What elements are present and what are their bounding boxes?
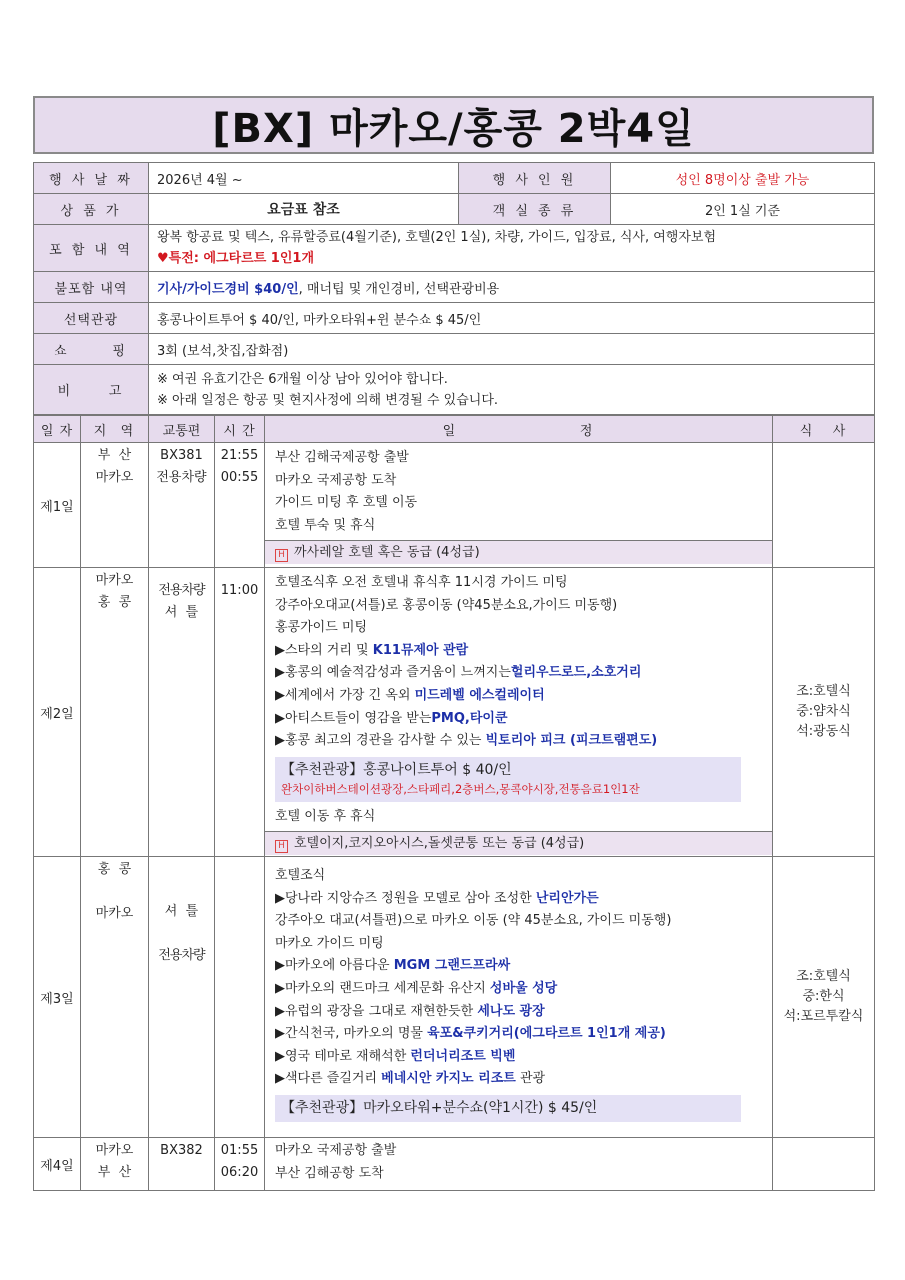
region: 홍 콩 <box>97 595 132 610</box>
hotel-icon: H <box>275 840 288 853</box>
itinerary-day1 <box>265 443 773 568</box>
itinerary-item <box>275 708 772 731</box>
schedule-header <box>34 416 875 443</box>
include-line: 왕복 항공료 및 텍스, 유류할증료(4월기준), 호텔(2인 1실), 차량, 가이드, 입장료, 식사, 여행자보험 <box>157 230 717 245</box>
transport: 셔 틀 <box>164 605 199 620</box>
item-highlight: 런더너리조트 빅벤 <box>410 1048 516 1064</box>
item-text: ▶마카오의 랜드마크 세계문화 유산지 <box>275 980 490 996</box>
optional-label: 선택관광 <box>34 303 149 334</box>
itinerary-item: 가이드 미팅 후 호텔 이동 <box>275 495 418 511</box>
people-value: 성인 8명이상 출발 가능 <box>611 163 875 194</box>
hotel-name: 호텔이지,코지오아시스,돌셋쿤통 또는 동급 (4성급) <box>294 836 585 852</box>
item-text: 관광 <box>515 1071 546 1087</box>
itinerary-item: 마카오 국제공항 출발 <box>275 1143 397 1158</box>
region: 마카오 <box>95 573 134 588</box>
hotel-info <box>265 540 772 564</box>
item-highlight: PMQ,타이쿤 <box>431 710 508 726</box>
meal-dinner: 석:포르투칼식 <box>783 1009 864 1024</box>
recommended-tour <box>275 1095 741 1122</box>
exclude-label: 불포함 내역 <box>34 272 149 303</box>
itinerary-item: 마카오 국제공항 도착 <box>275 472 397 488</box>
item-highlight: 성바울 성당 <box>489 980 558 996</box>
optional-value: 홍콩나이트투어 $ 40/인, 마카오타워+윈 분수쇼 $ 45/인 <box>149 303 875 334</box>
item-text: ▶홍콩의 예술적감성과 즐거움이 느껴지는 <box>275 665 511 681</box>
item-text: ▶색다른 즐길거리 <box>275 1071 382 1087</box>
region: 마카오 <box>95 1143 134 1158</box>
day-label: 제4일 <box>34 1138 81 1191</box>
item-highlight: 미드레벨 에스컬레이터 <box>414 687 545 703</box>
item-text: ▶세계에서 가장 긴 옥외 <box>275 687 415 703</box>
time: 00:55 <box>220 470 259 485</box>
item-highlight: 빅토리아 피크 (피크트램편도) <box>485 733 658 749</box>
remark-line: ※ 아래 일정은 항공 및 현지사정에 의해 변경될 수 있습니다. <box>157 392 499 408</box>
transport: 전용차량 <box>158 583 205 598</box>
time: 06:20 <box>220 1165 259 1180</box>
shopping-label: 쇼 핑 <box>34 334 149 365</box>
itinerary-item <box>275 978 772 1001</box>
item-highlight: 베네시안 카지노 리조트 <box>381 1071 516 1087</box>
itinerary-item: 강주아오 대교(셔틀편)으로 마카오 이동 (약 45분소요, 가이드 미동행) <box>275 913 672 929</box>
time-day3 <box>215 857 265 1138</box>
itinerary-item: 부산 김해공항 도착 <box>275 1165 384 1181</box>
recommended-tour-title: 【추천관광】마카오타워+분수쇼(약1시간) $ 45/인 <box>281 1099 598 1116</box>
include-special: ♥특전: 에그타르트 1인1개 <box>157 251 315 266</box>
remark-line: ※ 여권 유효기간은 6개월 이상 남아 있어야 합니다. <box>157 371 448 387</box>
recommended-tour <box>275 757 741 802</box>
itinerary-item <box>275 1068 772 1091</box>
header-meal: 식 사 <box>773 416 875 443</box>
itinerary-day4 <box>265 1138 773 1191</box>
itinerary-item <box>275 1001 772 1024</box>
item-text: ▶당나라 지앙슈즈 정원을 모델로 삼아 조성한 <box>275 890 536 906</box>
page-title: [BX] 마카오/홍콩 2박4일 <box>212 105 695 152</box>
meal-breakfast: 조:호텔식 <box>796 969 851 984</box>
itinerary-item <box>275 685 772 708</box>
region: 마카오 <box>95 470 134 485</box>
date-label: 행 사 날 짜 <box>34 163 149 194</box>
room-label: 객 실 종 류 <box>459 194 611 225</box>
schedule-row-day2 <box>34 568 875 857</box>
itinerary-item: 부산 김해국제공항 출발 <box>275 450 409 465</box>
itinerary-item <box>275 955 772 978</box>
day-label: 제1일 <box>34 443 81 568</box>
region: 부 산 <box>97 448 132 463</box>
itinerary-item: 호텔 이동 후 휴식 <box>275 808 376 824</box>
flight-number: BX382 <box>160 1143 203 1158</box>
shopping-value: 3회 (보석,찻집,잡화점) <box>149 334 875 365</box>
itinerary-day2 <box>265 568 773 857</box>
meal-lunch: 중:한식 <box>802 989 845 1004</box>
transport: 전용차량 <box>156 470 207 485</box>
flight-number: BX381 <box>160 448 203 463</box>
title-banner <box>33 96 874 154</box>
item-highlight: 세나도 광장 <box>477 1003 545 1019</box>
header-day: 일 자 <box>34 416 81 443</box>
itinerary-item <box>275 662 772 685</box>
hotel-name: 까사레알 호텔 혹은 동급 (4성급) <box>294 545 480 561</box>
remark-label: 비 고 <box>34 365 149 415</box>
schedule-row-day3 <box>34 857 875 1138</box>
meal-breakfast: 조:호텔식 <box>796 684 851 699</box>
header-itinerary: 일 정 <box>265 416 773 443</box>
item-text: ▶간식천국, 마카오의 명물 <box>275 1026 428 1042</box>
time: 11:00 <box>220 583 259 598</box>
region: 홍 콩 <box>97 862 132 877</box>
schedule-row-day1 <box>34 443 875 568</box>
itinerary-item <box>275 640 772 663</box>
itinerary-item <box>275 888 772 911</box>
time: 01:55 <box>220 1143 259 1158</box>
recommended-tour-detail: 완차이하버스테이션광장,스타페리,2층버스,몽콕야시장,전통음료1인1잔 <box>281 781 640 796</box>
itinerary-day3 <box>265 857 773 1138</box>
schedule-row-day4 <box>34 1138 875 1191</box>
meal-day4 <box>773 1138 875 1191</box>
item-text: ▶유럽의 광장을 그대로 재현한듯한 <box>275 1003 478 1019</box>
meal-lunch: 중:얌차식 <box>796 704 851 719</box>
itinerary-item: 홍콩가이드 미팅 <box>275 620 368 636</box>
itinerary-item: 호텔 투숙 및 휴식 <box>275 517 376 533</box>
itinerary-item: 마카오 가이드 미팅 <box>275 935 384 951</box>
time: 21:55 <box>220 448 259 463</box>
itinerary-item: 호텔조식 <box>275 868 326 883</box>
item-highlight: K11뮤제아 관람 <box>372 642 469 658</box>
transport: 셔 틀 <box>164 904 199 919</box>
room-value: 2인 1실 기준 <box>611 194 875 225</box>
meal-dinner: 석:광동식 <box>796 724 851 739</box>
hotel-icon: H <box>275 549 288 562</box>
item-highlight: 헐리우드로드,소호거리 <box>510 665 642 681</box>
info-row-remark <box>34 365 875 415</box>
info-row-date <box>34 163 875 194</box>
info-row-price <box>34 194 875 225</box>
exclude-highlight: 기사/가이드경비 $40/인 <box>157 281 299 297</box>
itinerary-item: 호텔조식후 오전 호텔내 휴식후 11시경 가이드 미팅 <box>275 575 568 590</box>
meal-day2 <box>773 568 875 857</box>
price-value: 요금표 참조 <box>149 194 459 225</box>
meal-day1 <box>773 443 875 568</box>
info-row-include <box>34 225 875 272</box>
exclude-rest: , 매너팁 및 개인경비, 선택관광비용 <box>298 281 500 297</box>
header-time: 시 간 <box>215 416 265 443</box>
header-transport: 교통편 <box>149 416 215 443</box>
info-table <box>33 162 875 415</box>
region: 부 산 <box>97 1165 132 1180</box>
item-text: ▶스타의 거리 및 <box>275 642 373 658</box>
header-region: 지 역 <box>81 416 149 443</box>
transport: 전용차량 <box>158 948 205 963</box>
itinerary-item <box>275 1046 772 1069</box>
meal-day3 <box>773 857 875 1138</box>
date-value: 2026년 4월 ~ <box>149 163 459 194</box>
item-text: ▶아티스트들이 영감을 받는 <box>275 710 432 726</box>
item-highlight: MGM 그랜드프라싸 <box>393 958 511 974</box>
info-row-shopping <box>34 334 875 365</box>
price-label: 상 품 가 <box>34 194 149 225</box>
item-text: ▶마카오에 아름다운 <box>275 958 394 974</box>
info-row-exclude <box>34 272 875 303</box>
schedule-table <box>33 415 875 1191</box>
day-label: 제2일 <box>34 568 81 857</box>
include-label: 포 함 내 역 <box>34 225 149 272</box>
recommended-tour-title: 【추천관광】홍콩나이트투어 $ 40/인 <box>281 761 512 778</box>
itinerary-item: 강주아오대교(셔틀)로 홍콩이동 (약45분소요,가이드 미동행) <box>275 597 618 613</box>
item-text: ▶홍콩 최고의 경관을 감사할 수 있는 <box>275 733 486 749</box>
region: 마카오 <box>95 906 134 921</box>
day-label: 제3일 <box>34 857 81 1138</box>
people-label: 행 사 인 원 <box>459 163 611 194</box>
item-text: ▶영국 테마로 재해석한 <box>275 1048 411 1064</box>
item-highlight: 육포&쿠키거리(에그타르트 1인1개 제공) <box>427 1026 666 1042</box>
tour-document <box>33 96 874 1191</box>
info-row-optional <box>34 303 875 334</box>
itinerary-item <box>275 730 772 753</box>
item-highlight: 난리안가든 <box>535 890 599 906</box>
itinerary-item <box>275 1023 772 1046</box>
hotel-info <box>265 831 772 855</box>
